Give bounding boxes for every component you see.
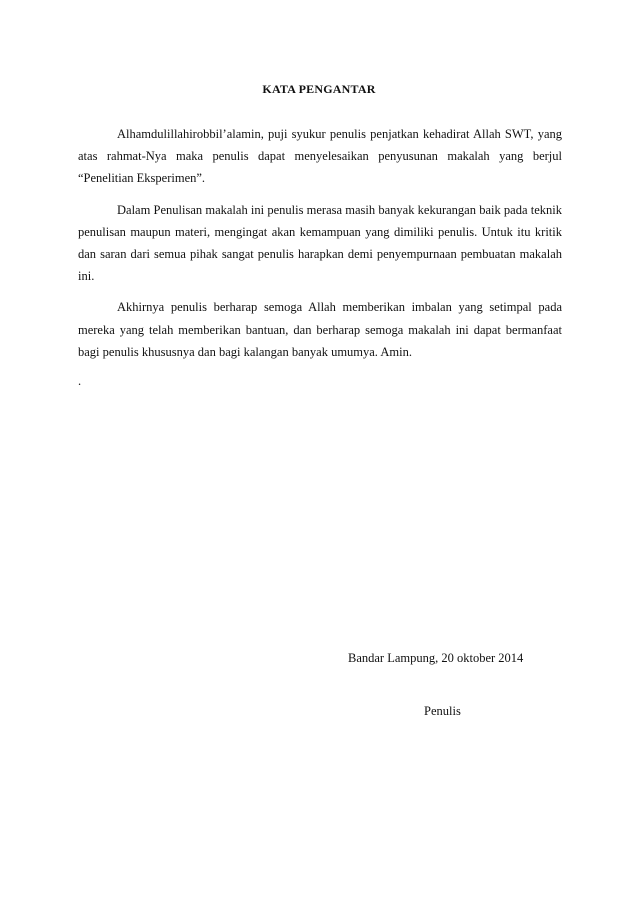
paragraph-limitations: Dalam Penulisan makalah ini penulis merasa masih banyak kekurangan baik pada teknik penulisan maupun materi, mengingat akan kemampuan yang dimiliki penulis. Untuk itu kritik dan saran dari semua pihak sangat penulis harapkan demi penyempurnaan pembuatan makalah ini.	[78, 202, 562, 284]
trailing-mark: .	[78, 374, 82, 389]
page-title: KATA PENGANTAR	[262, 82, 376, 96]
paragraph-closing: Akhirnya penulis berharap semoga Allah memberikan imbalan yang setimpal pada mereka yang telah memberikan bantuan, dan berharap semoga makalah ini dapat bermanfaat bagi penulis khususnya dan bagi kalangan banyak umumya. Amin.	[78, 300, 562, 359]
paragraph-opening: Alhamdulillahirobbil’alamin, puji syukur penulis penjatkan kehadirat Allah SWT, yang atas rahmat-Nya maka penulis dapat menyelesaikan penyusunan makalah yang berjul “Penelitian Eksperimen”.	[78, 127, 562, 186]
signer-name: Penulis	[424, 704, 461, 718]
document-body	[78, 123, 562, 390]
place-date: Bandar Lampung, 20 oktober 2014	[348, 651, 524, 665]
